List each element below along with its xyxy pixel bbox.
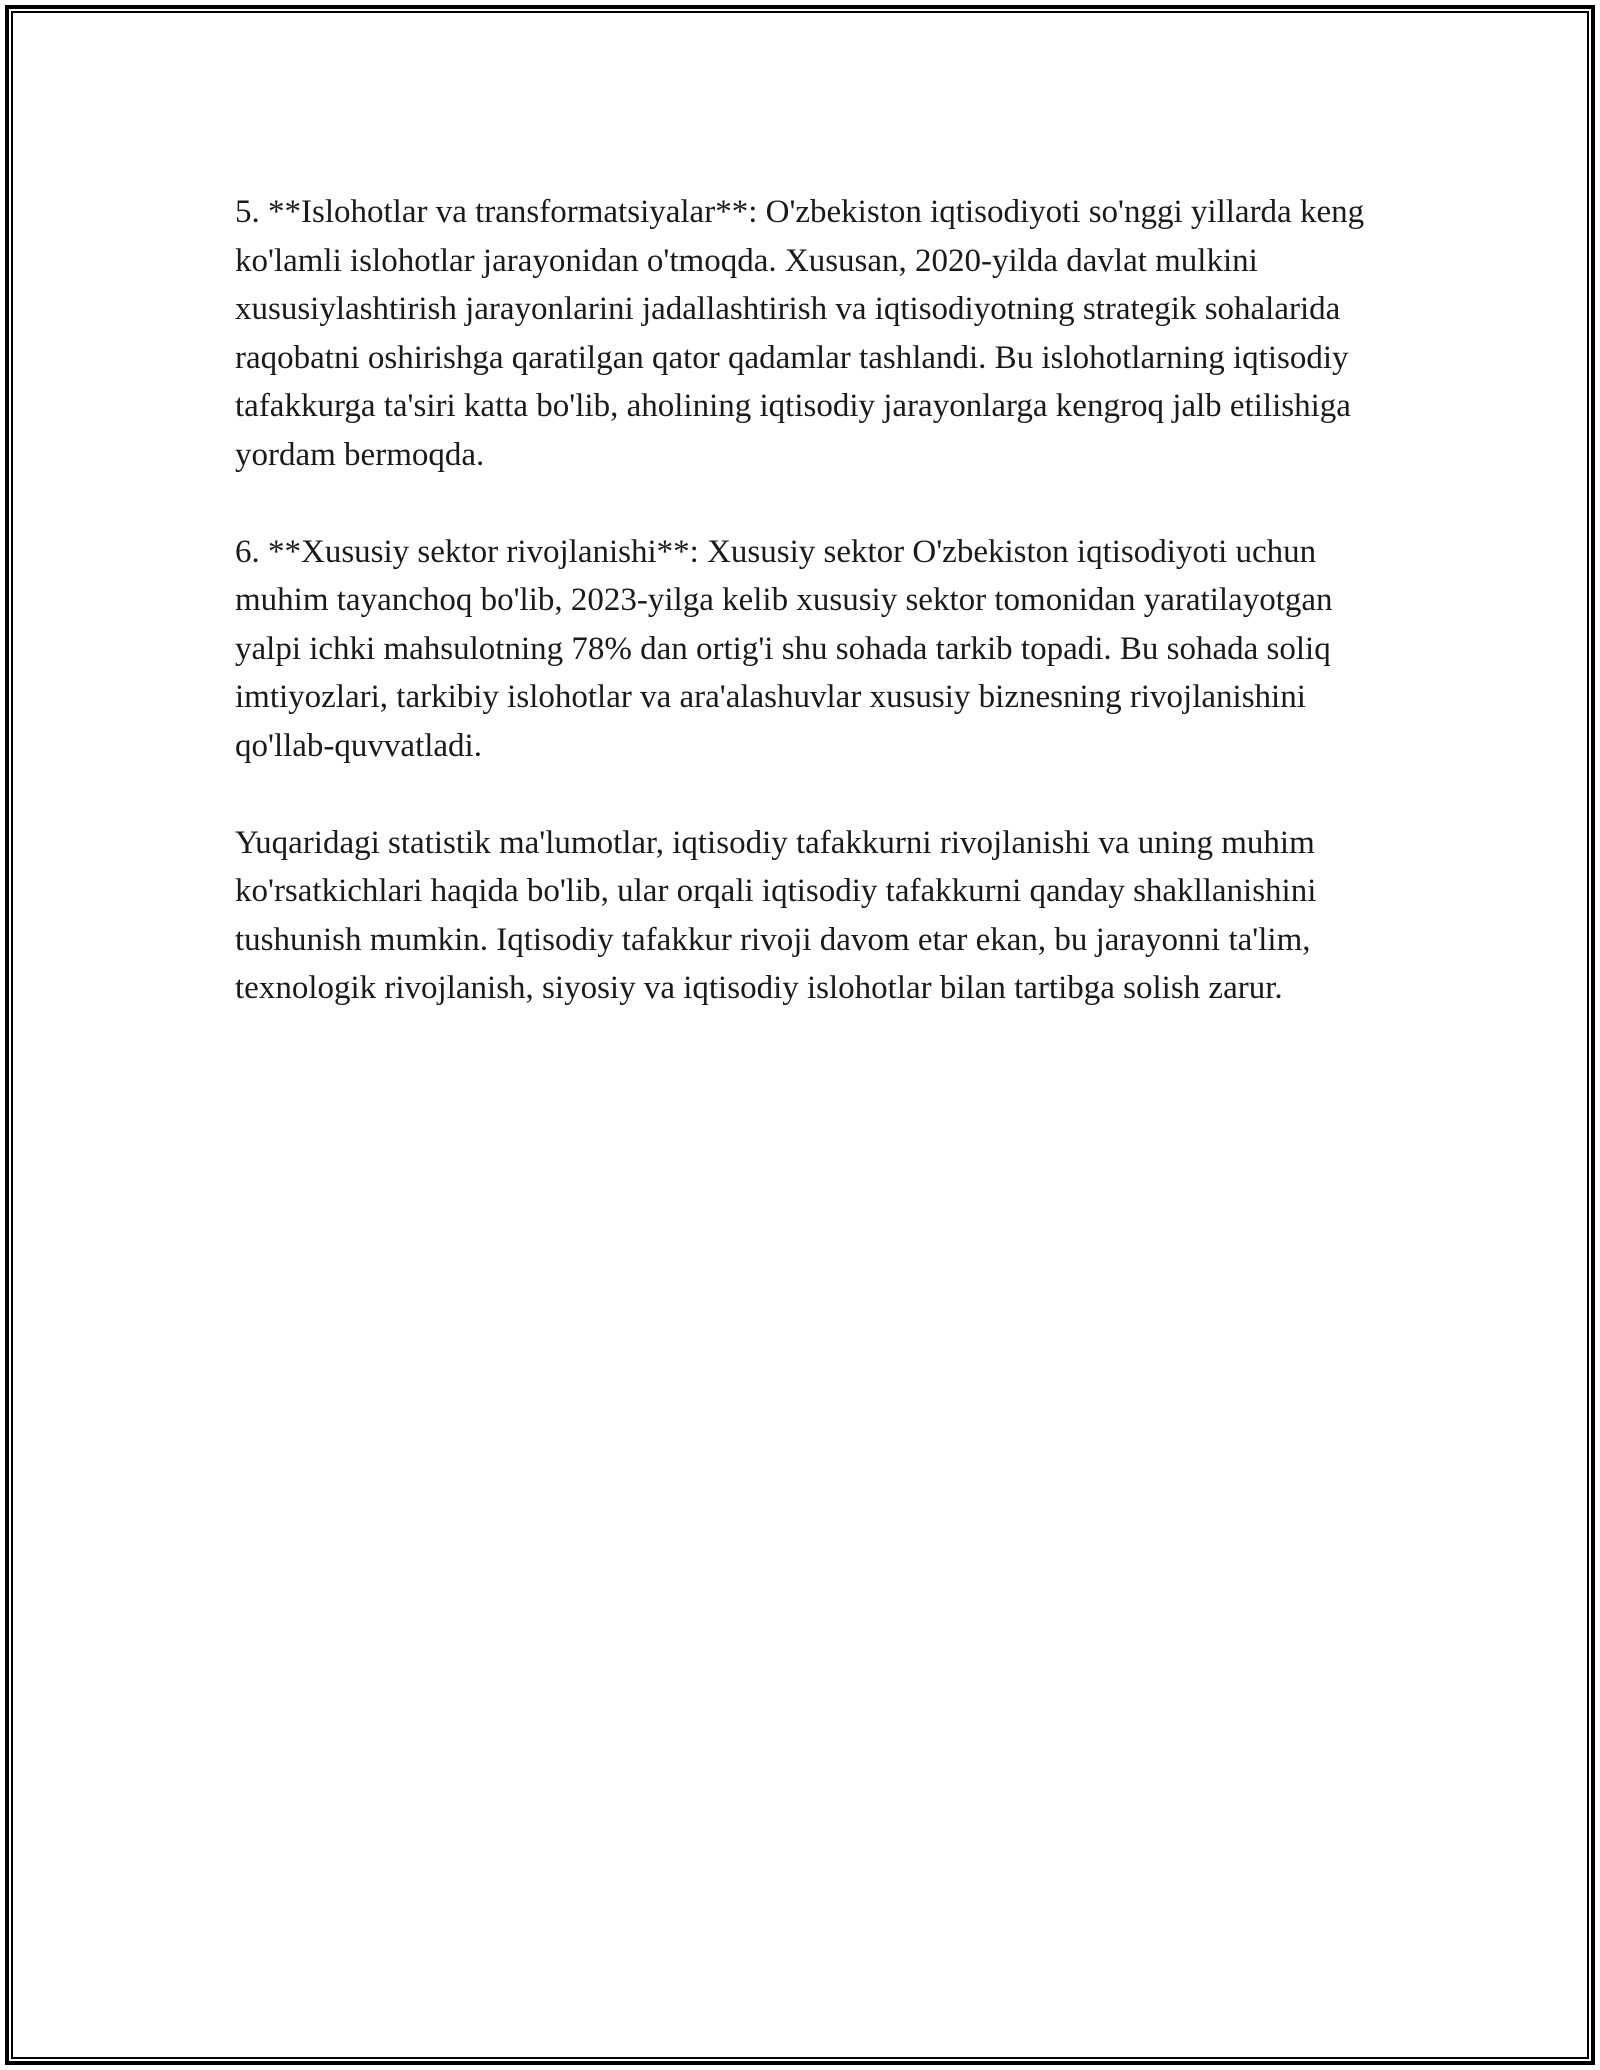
- paragraph-conclusion: Yuqaridagi statistik ma'lumotlar, iqtisodiy tafakkurni rivojlanishi va uning muhim ko'rsatkichlari haqida bo'lib, ular orqali iqtisodiy tafakkurni qanday shakllanishini tushunish mumkin. Iqtisodiy tafakkur rivoji davom etar ekan, bu jarayonni ta'lim, texnologik rivojlanish, siyosiy va iqtisodiy islohotlar bilan tartibga solish zarur.: [235, 824, 1317, 1006]
- document-body: [235, 188, 1395, 1061]
- paragraph-private-sector: 6. **Xususiy sektor rivojlanishi**: Xususiy sektor O'zbekiston iqtisodiyoti uchun muhim tayanchoq bo'lib, 2023-yilga kelib xususiy sektor tomonidan yaratilayotgan yalpi ichki mahsulotning 78% dan ortig'i shu sohada tarkib topadi. Bu sohada soliq imtiyozlari, tarkibiy islohotlar va ara'alashuvlar xususiy biznesning rivojlanishini qo'llab-quvvatladi.: [235, 533, 1333, 764]
- paragraph-reforms: 5. **Islohotlar va transformatsiyalar**: O'zbekiston iqtisodiyoti so'nggi yillarda keng ko'lamli islohotlar jarayonidan o'tmoqda. Xususan, 2020-yilda davlat mulkini xususiylashtirish jarayonlarini jadallashtirish va iqtisodiyotning strategik sohalarida raqobatni oshirishga qaratilgan qator qadamlar tashlandi. Bu islohotlarning iqtisodiy tafakkurga ta'siri katta bo'lib, aholining iqtisodiy jarayonlarga kengroq jalb etilishiga yordam bermoqda.: [235, 194, 1365, 473]
